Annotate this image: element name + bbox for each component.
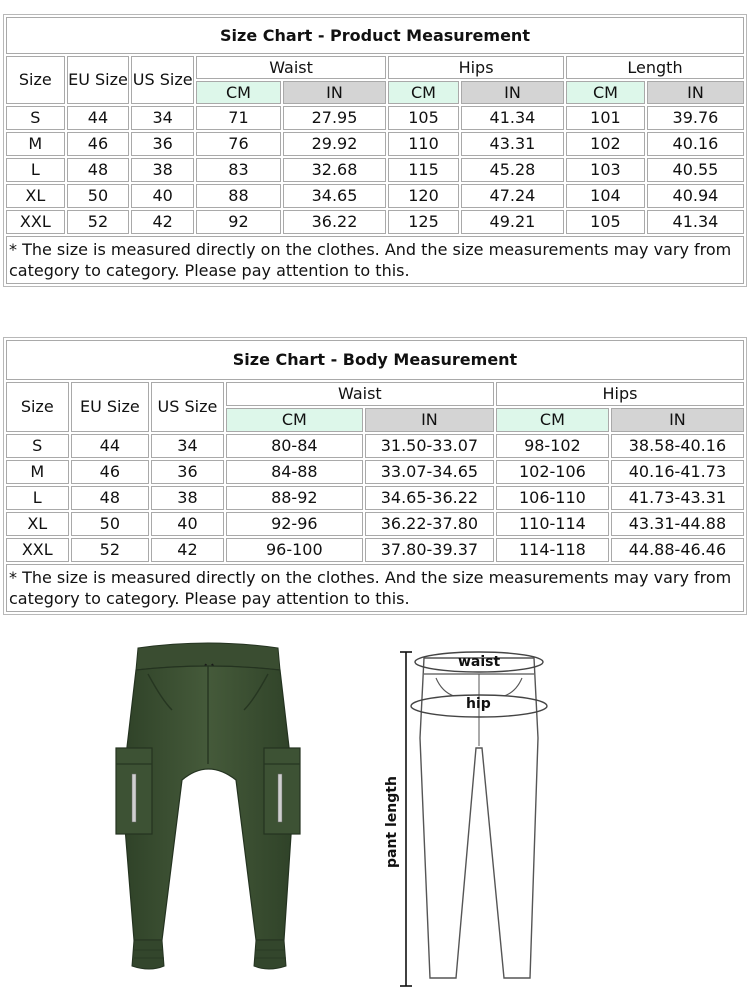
pants-measurement-diagram: [380, 648, 560, 988]
cell-hips-in: 40.16-41.73: [611, 460, 744, 484]
cell-hips-in: 45.28: [461, 158, 564, 182]
table-row: [6, 210, 744, 234]
body-measurement-table: [3, 337, 747, 615]
header-length-cm: CM: [566, 81, 645, 104]
cell-us: 34: [131, 106, 194, 130]
cell-waist-in: 29.92: [283, 132, 386, 156]
header-length: Length: [566, 56, 744, 79]
cell-hips-cm: 106-110: [496, 486, 609, 510]
header-eu-size: EU Size: [67, 56, 130, 104]
header-hips: Hips: [496, 382, 744, 406]
cell-size: S: [6, 434, 69, 458]
cell-length-in: 40.94: [647, 184, 744, 208]
cell-hips-cm: 115: [388, 158, 459, 182]
header-waist-cm: CM: [226, 408, 363, 432]
cell-waist-in: 31.50-33.07: [365, 434, 494, 458]
cell-eu: 50: [67, 184, 130, 208]
cell-size: L: [6, 486, 69, 510]
cell-waist-in: 32.68: [283, 158, 386, 182]
header-hips-in: IN: [611, 408, 744, 432]
cell-size: S: [6, 106, 65, 130]
header-waist: Waist: [226, 382, 494, 406]
table-row: [6, 538, 744, 562]
cell-hips-cm: 114-118: [496, 538, 609, 562]
cell-hips-in: 38.58-40.16: [611, 434, 744, 458]
header-length-in: IN: [647, 81, 744, 104]
table-row: [6, 460, 744, 484]
cell-waist-cm: 84-88: [226, 460, 363, 484]
table-row: [6, 486, 744, 510]
cell-waist-in: 34.65-36.22: [365, 486, 494, 510]
header-size: Size: [6, 382, 69, 432]
cell-eu: 46: [67, 132, 130, 156]
cell-eu: 44: [71, 434, 150, 458]
cell-length-cm: 103: [566, 158, 645, 182]
product-measurement-table: [3, 14, 747, 287]
body-table-note: * The size is measured directly on the clothes. And the size measurements may vary from category to category. Please pay attention to this.: [6, 564, 744, 612]
cell-size: XL: [6, 512, 69, 536]
cell-size: M: [6, 460, 69, 484]
waist-label: waist: [458, 654, 501, 670]
cell-waist-in: 34.65: [283, 184, 386, 208]
cell-length-cm: 101: [566, 106, 645, 130]
cell-hips-cm: 110-114: [496, 512, 609, 536]
cell-waist-in: 37.80-39.37: [365, 538, 494, 562]
cell-hips-in: 49.21: [461, 210, 564, 234]
cargo-pants-photo: [108, 640, 308, 980]
cell-waist-cm: 88-92: [226, 486, 363, 510]
cell-hips-cm: 125: [388, 210, 459, 234]
cell-hips-cm: 98-102: [496, 434, 609, 458]
table-row: [6, 184, 744, 208]
header-waist-in: IN: [283, 81, 386, 104]
table-row: [6, 132, 744, 156]
cell-eu: 52: [67, 210, 130, 234]
cell-us: 38: [131, 158, 194, 182]
header-waist: Waist: [196, 56, 386, 79]
cell-hips-cm: 105: [388, 106, 459, 130]
cell-size: XL: [6, 184, 65, 208]
header-waist-in: IN: [365, 408, 494, 432]
cell-waist-cm: 96-100: [226, 538, 363, 562]
header-us-size: US Size: [151, 382, 224, 432]
body-table-title: Size Chart - Body Measurement: [6, 340, 744, 380]
cell-us: 38: [151, 486, 224, 510]
cell-waist-cm: 83: [196, 158, 281, 182]
table-row: [6, 512, 744, 536]
cell-us: 36: [151, 460, 224, 484]
cell-length-in: 41.34: [647, 210, 744, 234]
cell-waist-cm: 80-84: [226, 434, 363, 458]
cell-waist-cm: 71: [196, 106, 281, 130]
table-row: [6, 434, 744, 458]
cell-size: XXL: [6, 538, 69, 562]
header-waist-cm: CM: [196, 81, 281, 104]
cell-waist-in: 27.95: [283, 106, 386, 130]
cell-us: 34: [151, 434, 224, 458]
cell-waist-cm: 76: [196, 132, 281, 156]
header-us-size: US Size: [131, 56, 194, 104]
table-row: [6, 106, 744, 130]
product-table-note: * The size is measured directly on the clothes. And the size measurements may vary from category to category. Please pay attention to this.: [6, 236, 744, 284]
cell-hips-in: 41.34: [461, 106, 564, 130]
hip-label: hip: [466, 696, 491, 712]
cell-us: 40: [151, 512, 224, 536]
cell-length-cm: 105: [566, 210, 645, 234]
cell-hips-cm: 110: [388, 132, 459, 156]
cell-waist-in: 36.22-37.80: [365, 512, 494, 536]
cell-eu: 52: [71, 538, 150, 562]
cell-waist-in: 33.07-34.65: [365, 460, 494, 484]
cell-hips-in: 41.73-43.31: [611, 486, 744, 510]
pant-length-label: pant length: [384, 776, 400, 868]
cell-waist-in: 36.22: [283, 210, 386, 234]
table-row: [6, 158, 744, 182]
header-eu-size: EU Size: [71, 382, 150, 432]
cell-us: 42: [131, 210, 194, 234]
cell-eu: 44: [67, 106, 130, 130]
cell-length-in: 40.16: [647, 132, 744, 156]
cell-waist-cm: 88: [196, 184, 281, 208]
cell-eu: 46: [71, 460, 150, 484]
cell-length-cm: 102: [566, 132, 645, 156]
cell-length-cm: 104: [566, 184, 645, 208]
cell-hips-in: 43.31-44.88: [611, 512, 744, 536]
cell-waist-cm: 92-96: [226, 512, 363, 536]
cell-size: M: [6, 132, 65, 156]
cell-hips-in: 43.31: [461, 132, 564, 156]
cell-us: 40: [131, 184, 194, 208]
header-size: Size: [6, 56, 65, 104]
cell-hips-cm: 102-106: [496, 460, 609, 484]
cell-length-in: 39.76: [647, 106, 744, 130]
cell-hips-in: 47.24: [461, 184, 564, 208]
cell-length-in: 40.55: [647, 158, 744, 182]
cell-us: 42: [151, 538, 224, 562]
cell-hips-cm: 120: [388, 184, 459, 208]
header-hips-cm: CM: [496, 408, 609, 432]
cell-us: 36: [131, 132, 194, 156]
cell-eu: 48: [67, 158, 130, 182]
cell-eu: 50: [71, 512, 150, 536]
cell-hips-in: 44.88-46.46: [611, 538, 744, 562]
cell-size: XXL: [6, 210, 65, 234]
cell-eu: 48: [71, 486, 150, 510]
product-table-title: Size Chart - Product Measurement: [6, 17, 744, 54]
header-hips: Hips: [388, 56, 564, 79]
header-hips-cm: CM: [388, 81, 459, 104]
header-hips-in: IN: [461, 81, 564, 104]
cell-waist-cm: 92: [196, 210, 281, 234]
cell-size: L: [6, 158, 65, 182]
